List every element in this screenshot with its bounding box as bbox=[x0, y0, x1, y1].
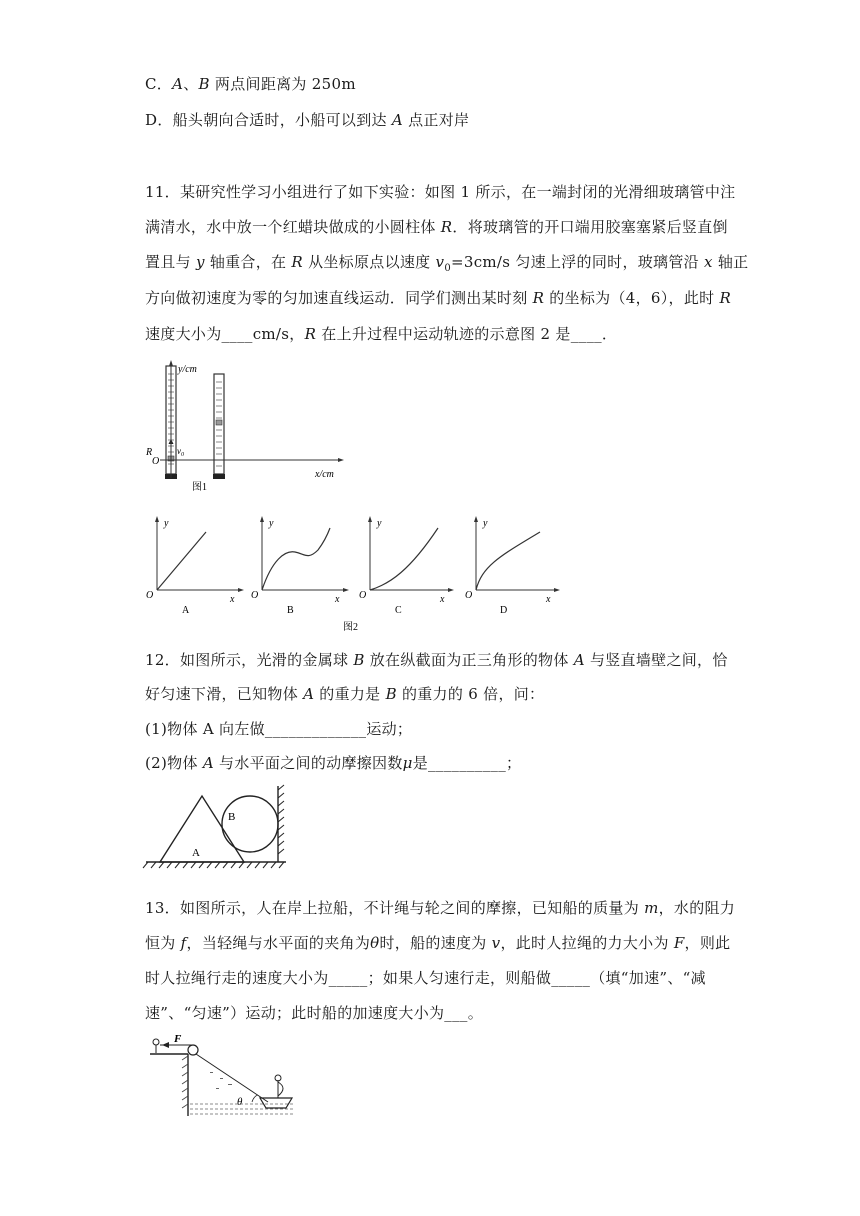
ball-b bbox=[222, 796, 278, 852]
figure-2-caption: 图2 bbox=[343, 622, 358, 633]
q12-line-3: (1)物体 A 向左做_____________运动； bbox=[145, 720, 413, 738]
q13-line-4: 速”、“匀速”）运动；此时船的加速度大小为___。 bbox=[145, 1004, 484, 1022]
x-axis-label: x/cm bbox=[315, 469, 334, 480]
svg-text:A: A bbox=[182, 605, 190, 616]
svg-text:y: y bbox=[164, 518, 169, 529]
pulley-icon bbox=[188, 1045, 198, 1055]
figure-ball-wedge-wall bbox=[140, 782, 300, 872]
q11-line-4: 方向做初速度为零的匀加速直线运动．同学们测出某时刻 R 的坐标为（4，6），此时 R bbox=[145, 289, 732, 307]
y-axis-label: y/cm bbox=[178, 364, 197, 375]
svg-text:x: x bbox=[230, 594, 235, 605]
svg-text:O: O bbox=[465, 590, 473, 601]
panel-c bbox=[359, 516, 454, 616]
svg-text:x: x bbox=[546, 594, 551, 605]
q12-line-2: 好匀速下滑，已知物体 A 的重力是 B 的重力的 6 倍，问： bbox=[145, 685, 545, 703]
q11-line-2: 满清水，水中放一个红蜡块做成的小圆柱体 R．将玻璃管的开口端用胶塞塞紧后竖直倒 bbox=[145, 218, 728, 236]
figure-2-trajectories bbox=[140, 510, 580, 635]
svg-text:x: x bbox=[335, 594, 340, 605]
q12-line-4: (2)物体 A 与水平面之间的动摩擦因数μ是__________； bbox=[145, 754, 522, 772]
option-c: C．A、B 两点间距离为 250m bbox=[145, 75, 356, 93]
svg-text:C: C bbox=[395, 605, 402, 616]
svg-text:x: x bbox=[440, 594, 445, 605]
q13-line-3: 时人拉绳行走的速度大小为_____；如果人匀速行走，则船做_____（填“加速”、“减 bbox=[145, 969, 706, 987]
angle-label: θ bbox=[237, 1096, 243, 1108]
r-label: R bbox=[146, 447, 153, 458]
svg-text:B: B bbox=[287, 605, 294, 616]
q11-line-1: 11．某研究性学习小组进行了如下实验：如图 1 所示，在一端封闭的光滑细玻璃管中注 bbox=[145, 183, 736, 201]
svg-text:y: y bbox=[377, 518, 382, 529]
panel-a bbox=[146, 516, 244, 616]
svg-text:y: y bbox=[483, 518, 488, 529]
panel-c-curve bbox=[370, 528, 438, 590]
person-icon bbox=[153, 1039, 159, 1045]
panel-a-curve bbox=[157, 532, 206, 590]
q11-line-3: 置且与 y 轴重合，在 R 从坐标原点以速度 $v_0=3cm/s$ 匀速上浮的同时，玻璃管沿 x 轴正 bbox=[145, 253, 749, 274]
figure-1-caption: 图1 bbox=[192, 482, 207, 493]
q11-line-5: 速度大小为____cm/s，R 在上升过程中运动轨迹的示意图 2 是____． bbox=[145, 325, 618, 343]
wedge-a bbox=[160, 796, 244, 862]
q13-line-2: 恒为 f，当轻绳与水平面的夹角为θ时，船的速度为 v，此时人拉绳的力大小为 F，则此 bbox=[145, 934, 731, 952]
svg-text:O: O bbox=[251, 590, 259, 601]
panel-b-curve bbox=[262, 528, 330, 590]
svg-text:O: O bbox=[146, 590, 154, 601]
figure-pulling-boat bbox=[148, 1032, 298, 1122]
panel-d-curve bbox=[476, 532, 540, 590]
figure-1-glass-tube bbox=[140, 360, 380, 500]
ball-label: B bbox=[228, 811, 236, 823]
panel-b bbox=[251, 516, 349, 616]
panel-d bbox=[465, 516, 560, 616]
option-d: D．船头朝向合适时，小船可以到达 A 点正对岸 bbox=[145, 111, 470, 129]
q12-line-1: 12．如图所示，光滑的金属球 B 放在纵截面为正三角形的物体 A 与竖直墙壁之间，恰 bbox=[145, 651, 728, 669]
q13-line-1: 13．如图所示，人在岸上拉船，不计绳与轮之间的摩擦，已知船的质量为 m，水的阻力 bbox=[145, 899, 736, 917]
svg-text:O: O bbox=[359, 590, 367, 601]
svg-text:y: y bbox=[269, 518, 274, 529]
origin-label: O bbox=[152, 456, 160, 467]
svg-text:D: D bbox=[500, 605, 508, 616]
wedge-label: A bbox=[192, 847, 200, 859]
v0-label: $v_0$ bbox=[177, 446, 184, 458]
force-label: F bbox=[174, 1033, 182, 1045]
